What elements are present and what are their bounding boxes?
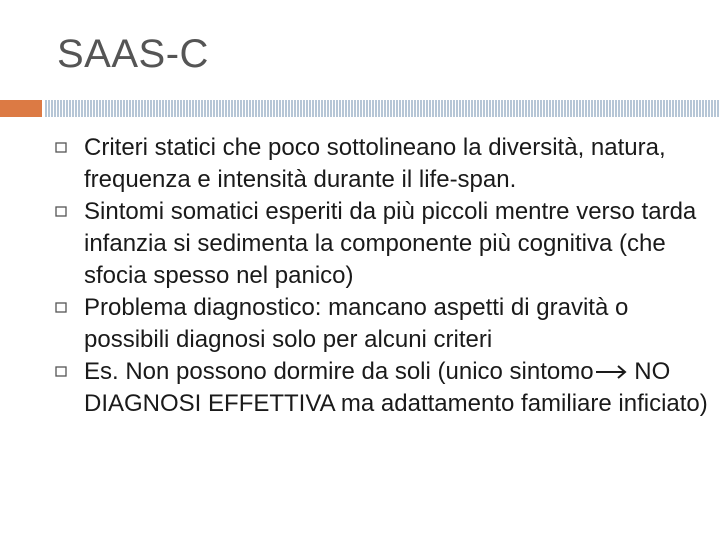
bullet-text: Problema diagnostico: mancano aspetti di gravità o possibili diagnosi solo per alcuni criteri [84, 294, 629, 353]
hollow-square-bullet-icon [55, 142, 67, 153]
bullet-item [52, 196, 712, 292]
title-underline-accent [0, 100, 42, 117]
bullet-text: Criteri statici che poco sottolineano la diversità, natura, frequenza e intensità durante il life-span. [84, 134, 666, 193]
right-arrow-icon [594, 364, 628, 380]
bullet-item [52, 292, 712, 356]
hollow-square-bullet-icon [55, 366, 67, 377]
hollow-square-bullet-icon [55, 302, 67, 313]
bullet-text-after-arrow: NO DIAGNOSI EFFETTIVA ma adattamento familiare inficiato) [84, 358, 708, 417]
title-underline-bar [45, 100, 720, 117]
bullet-item [52, 356, 712, 420]
bullet-item [52, 132, 712, 196]
bullet-text: Sintomi somatici esperiti da più piccoli mentre verso tarda infanzia si sedimenta la componente più cognitiva (che sfocia spesso nel panico) [84, 198, 697, 289]
bullet-list [52, 132, 712, 420]
bullet-text-before-arrow: Es. Non possono dormire da soli (unico sintomo [84, 358, 594, 385]
hollow-square-bullet-icon [55, 206, 67, 217]
slide-title: SAAS-C [57, 32, 209, 76]
